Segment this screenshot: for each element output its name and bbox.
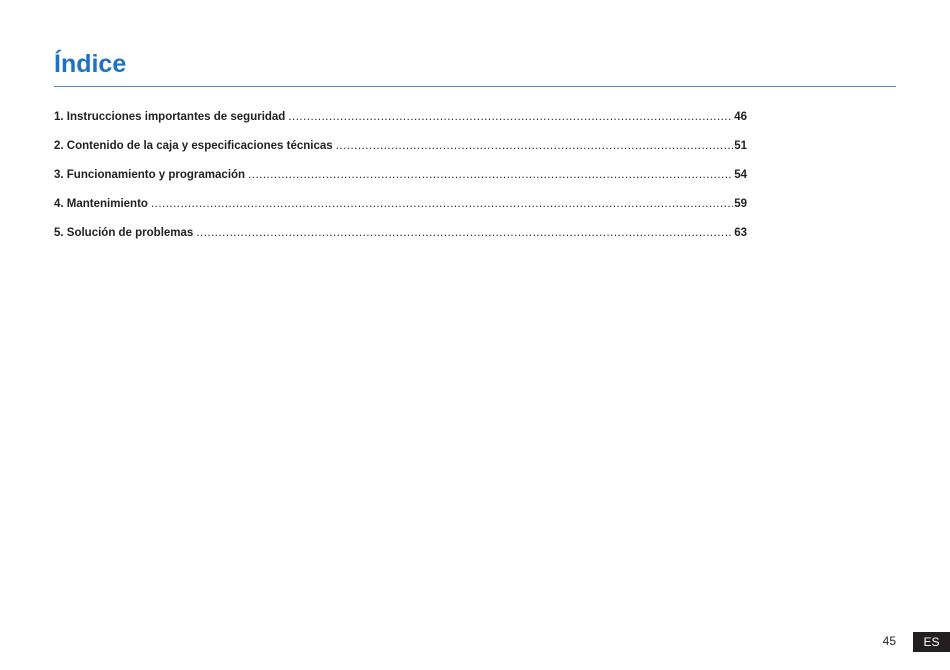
toc-entry-label: 3. Funcionamiento y programación bbox=[54, 169, 246, 181]
toc-entry-label: 4. Mantenimiento bbox=[54, 198, 148, 210]
page-title: Índice bbox=[54, 50, 127, 78]
toc-dot-leader bbox=[336, 140, 734, 152]
toc-dot-leader bbox=[196, 227, 733, 239]
toc-entry-page: 54 bbox=[734, 169, 747, 181]
toc-entry-label: 5. Solución de problemas bbox=[54, 227, 194, 239]
toc-entry-3[interactable] bbox=[54, 169, 747, 198]
toc-entry-4[interactable] bbox=[54, 198, 747, 227]
toc-entry-page: 46 bbox=[734, 111, 747, 123]
toc-dot-leader bbox=[248, 169, 733, 181]
toc-entry-2[interactable] bbox=[54, 140, 747, 169]
table-of-contents bbox=[54, 111, 747, 256]
toc-entry-page: 59 bbox=[734, 198, 747, 210]
title-divider bbox=[54, 86, 896, 87]
toc-entry-page: 63 bbox=[734, 227, 747, 239]
toc-entry-label: 2. Contenido de la caja y especificaciones técnicas bbox=[54, 140, 333, 152]
toc-dot-leader bbox=[151, 198, 733, 210]
toc-entry-1[interactable] bbox=[54, 111, 747, 140]
toc-entry-label: 1. Instrucciones importantes de seguridad bbox=[54, 111, 286, 123]
toc-entry-page: 51 bbox=[734, 140, 747, 152]
toc-dot-leader bbox=[288, 111, 733, 123]
language-tab: ES bbox=[913, 632, 950, 652]
toc-entry-5[interactable] bbox=[54, 227, 747, 256]
page-number: 45 bbox=[882, 634, 896, 648]
